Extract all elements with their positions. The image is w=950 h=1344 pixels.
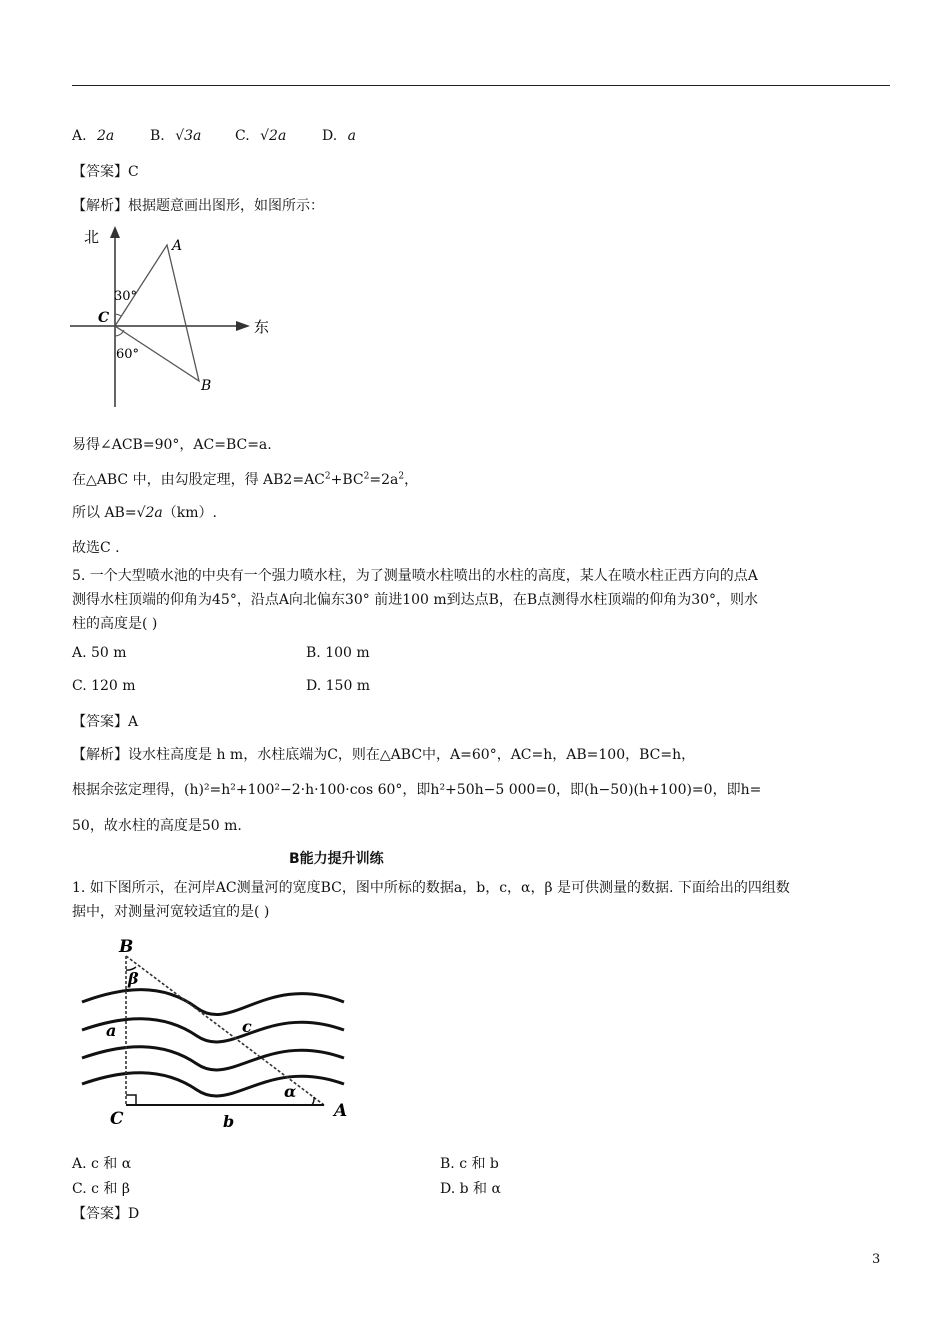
- q5-answer: 【答案】A: [72, 714, 139, 730]
- river-alpha-label: α: [284, 1082, 297, 1101]
- east-arrow-icon: [236, 321, 250, 331]
- q5-stem-line2: 测得水柱顶端的仰角为45°，沿点A向北偏东30° 前进100 m到达点B，在B点测得水柱顶端的仰角为30°，则水: [72, 592, 759, 608]
- q4-line2: 在△ABC 中，由勾股定理，得 $AB2=AC^2+BC^2=2a^2$，: [72, 471, 419, 488]
- q4-answer: 【答案】C: [72, 164, 139, 180]
- q4-option-b: B. √3a: [150, 128, 202, 144]
- east-label: 东: [254, 318, 270, 336]
- river-c-label: c: [242, 1017, 252, 1036]
- north-arrow-icon: [110, 226, 120, 238]
- q4-analysis-intro: 【解析】根据题意画出图形，如图所示：: [72, 198, 324, 214]
- river-b-label: b: [223, 1112, 235, 1131]
- page-number: 3: [872, 1252, 881, 1267]
- river-waves: [82, 990, 344, 1096]
- river-beta-label: β: [128, 969, 139, 988]
- q5-analysis-line2: 根据余弦定理得，(h)²=h²+100²−2·h·100·cos 60°，即h²+50h−5 000=0，即(h−50)(h+100)=0，即h=: [72, 782, 762, 798]
- point-b-label: B: [201, 378, 212, 394]
- right-angle-mark: [126, 1095, 136, 1105]
- q5-option-c: C. 120 m: [72, 678, 136, 694]
- b-q1-option-b: B. c 和 b: [440, 1156, 499, 1172]
- q5-stem-line3: 柱的高度是( ): [72, 616, 158, 632]
- q5-option-a: A. 50 m: [72, 645, 127, 661]
- alpha-arc: [312, 1097, 314, 1105]
- angle-30-label: 30°: [114, 289, 138, 304]
- b-q1-option-a: A. c 和 α: [72, 1156, 132, 1172]
- b-q1-stem-line1: 1. 如下图所示，在河岸AC测量河的宽度BC，图中所标的数据a，b，c，α，β 是可供测量的数据. 下面给出的四组数: [72, 880, 790, 896]
- b-q1-stem-line2: 据中，对测量河宽较适宜的是( ): [72, 904, 270, 920]
- q5-option-d: D. 150 m: [306, 678, 371, 694]
- b-q1-option-d: D. b 和 α: [440, 1181, 501, 1197]
- q4-option-d: D. a: [322, 128, 356, 144]
- point-c-label: C: [98, 310, 110, 326]
- b-q1-option-c: C. c 和 β: [72, 1181, 130, 1197]
- angle-60-label: 60°: [116, 347, 140, 362]
- river-figure: [72, 932, 372, 1132]
- section-b-title: B能力提升训练: [289, 851, 384, 867]
- q5-option-b: B. 100 m: [306, 645, 370, 661]
- header-rule: [72, 85, 890, 86]
- north-label: 北: [84, 228, 100, 246]
- b-q1-answer: 【答案】D: [72, 1206, 140, 1222]
- angle-arc-30: [115, 314, 121, 316]
- q4-option-c: C. √2a: [235, 128, 287, 144]
- q4-option-a: A. 2a: [72, 128, 115, 144]
- q4-line3: 所以 AB=√2a（km）.: [72, 505, 217, 521]
- river-point-c: C: [110, 1109, 124, 1129]
- river-point-b: B: [119, 937, 134, 957]
- q5-stem-line1: 5. 一个大型喷水池的中央有一个强力喷水柱，为了测量喷水柱喷出的水柱的高度，某人在喷水柱正西方向的点A: [72, 568, 758, 584]
- q4-direction-figure: [70, 222, 280, 412]
- q4-line1: 易得∠ACB=90°，AC=BC=a.: [72, 437, 272, 453]
- river-a-label: a: [106, 1021, 117, 1040]
- q4-line4: 故选C .: [72, 540, 120, 556]
- river-point-a: A: [334, 1101, 348, 1121]
- q5-analysis-line1: 【解析】设水柱高度是 h m，水柱底端为C，则在△ABC中，A=60°，AC=h，AB=100，BC=h，: [72, 747, 696, 763]
- point-a-label: A: [172, 238, 183, 254]
- q5-analysis-line3: 50，故水柱的高度是50 m.: [72, 818, 242, 834]
